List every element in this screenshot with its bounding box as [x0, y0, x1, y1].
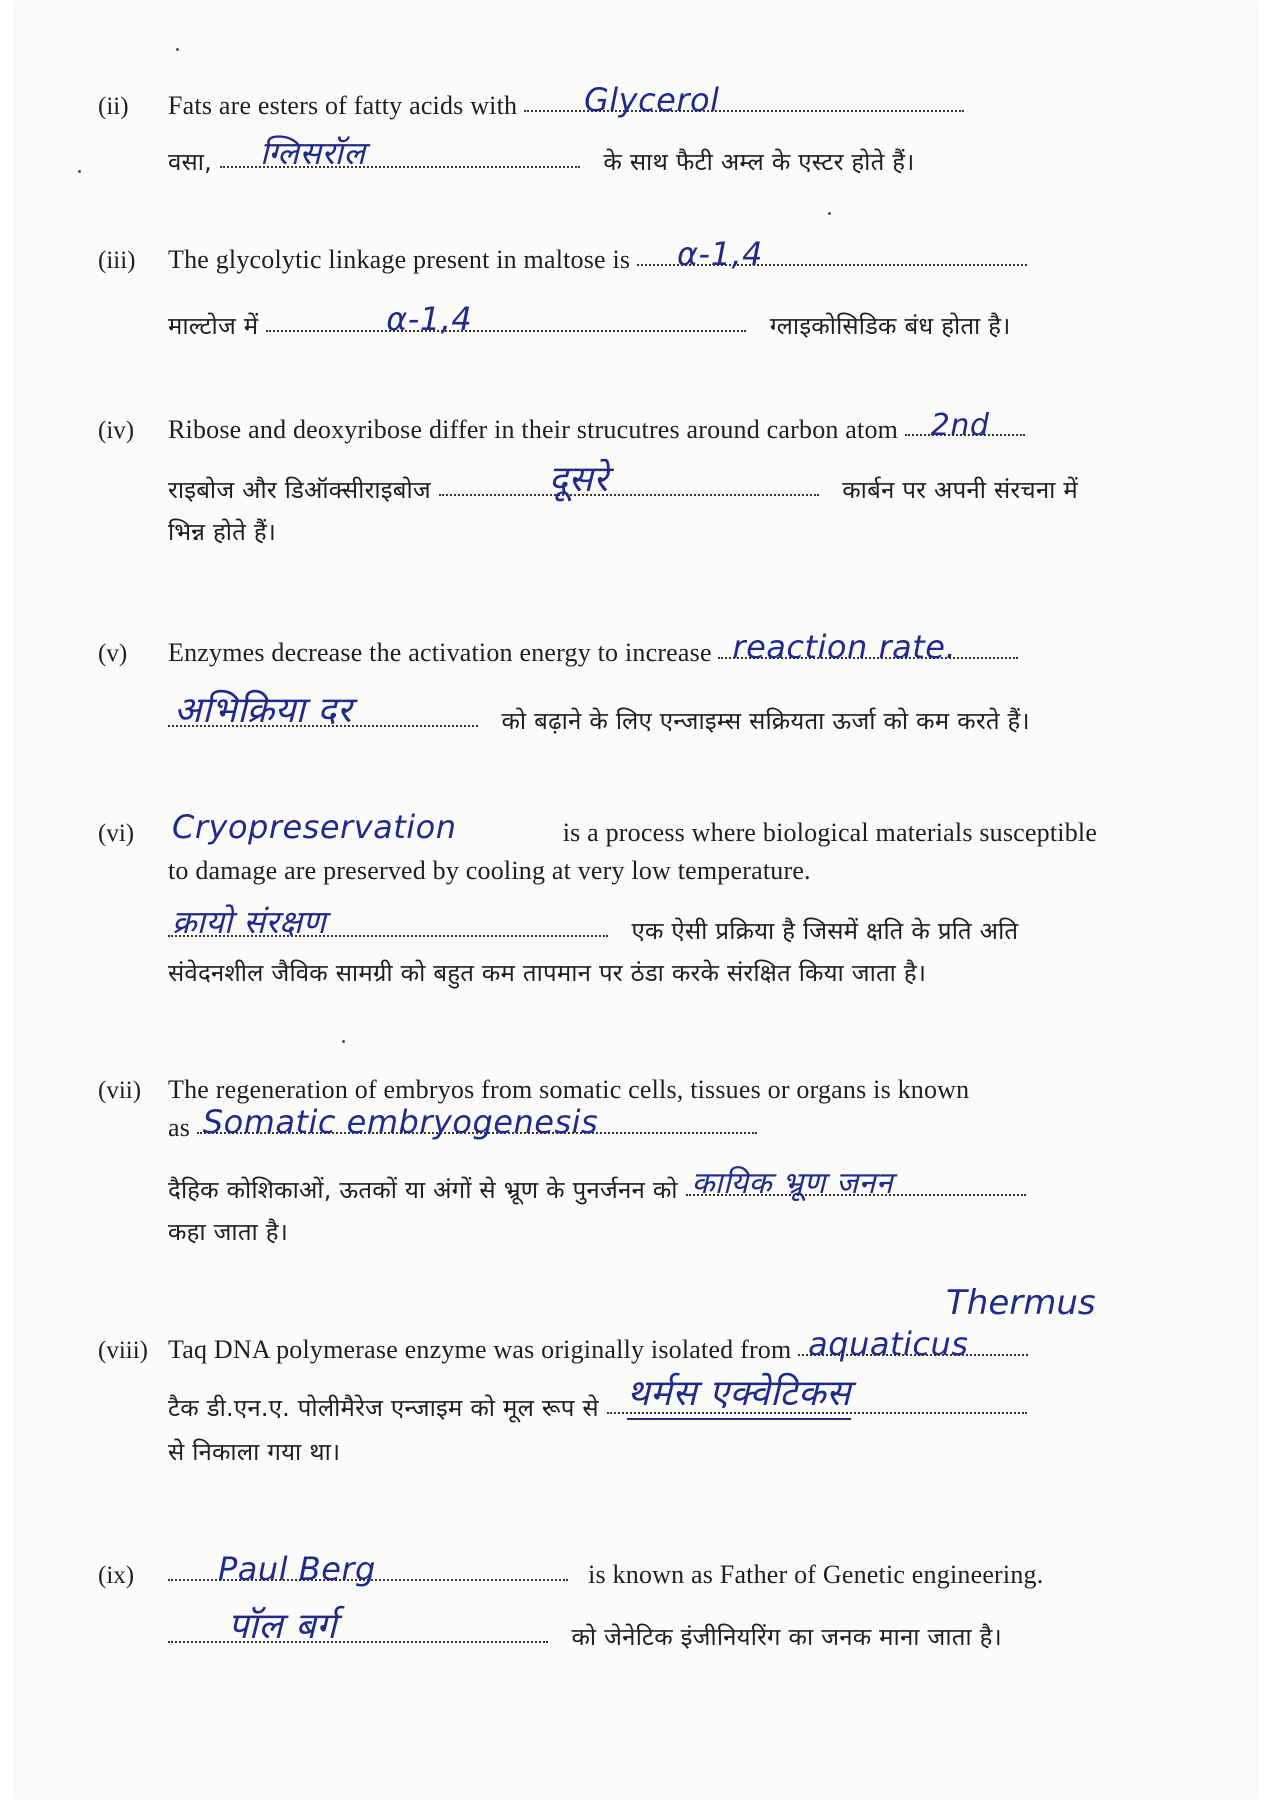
question-number: (ii): [98, 93, 129, 120]
scan-speck: [342, 1040, 345, 1043]
hindi-text: भिन्न होते हैं।: [168, 518, 277, 546]
handwritten-answer: 2nd: [930, 408, 990, 443]
handwritten-answer: Cryopreservation: [172, 808, 457, 846]
hindi-line: [168, 1606, 1002, 1653]
answer-blank: [168, 903, 608, 945]
hindi-text: से निकाला गया था।: [168, 1438, 341, 1466]
question-number: (vi): [98, 820, 135, 847]
hindi-line: [168, 515, 276, 548]
handwritten-answer: α-1,4: [386, 300, 473, 338]
hindi-text: के साथ फैटी अम्ल के एस्टर होते हैं।: [603, 148, 915, 176]
answer-blank: [607, 1373, 1027, 1422]
handwritten-answer: दूसरे: [548, 459, 609, 500]
english-text: Ribose and deoxyribose differ in their strucutres around carbon atom: [168, 415, 899, 444]
answer-blank: [637, 235, 1027, 275]
hindi-text: एक ऐसी प्रक्रिया है जिसमें क्षति के प्रति अति: [631, 917, 1019, 945]
question-number: (iv): [98, 417, 135, 444]
hindi-text: कहा जाता है।: [168, 1218, 289, 1246]
handwritten-answer: Somatic embryogenesis: [202, 1103, 599, 1141]
hindi-line: [168, 903, 1019, 947]
handwritten-answer-top: Thermus: [946, 1283, 1096, 1323]
english-line: [168, 1103, 757, 1143]
scan-speck: [176, 48, 179, 51]
hindi-line: [168, 1215, 288, 1248]
hindi-text: राइबोज और डिऑक्सीराइबोज: [168, 476, 431, 504]
hindi-line: [168, 459, 1078, 506]
english-text: Enzymes decrease the activation energy to increase: [168, 638, 712, 667]
hindi-text: को बढ़ाने के लिए एन्जाइम्स सक्रियता ऊर्जा को कम करते हैं।: [501, 707, 1030, 735]
handwritten-answer: Paul Berg: [218, 1550, 376, 1588]
hindi-text: माल्टोज में: [168, 312, 259, 340]
hindi-text: टैक डी.एन.ए. पोलीमैरेज एन्जाइम को मूल रूप से: [168, 1394, 599, 1422]
handwritten-answer: ग्लिसरॉल: [259, 134, 366, 172]
english-line: [168, 628, 1018, 668]
english-text: Taq DNA polymerase enzyme was originally isolated from: [168, 1335, 792, 1364]
answer-blank: [798, 1325, 1028, 1365]
worksheet-page: [16, 0, 1256, 1800]
answer-blank: [168, 808, 556, 848]
english-line: [168, 808, 1098, 848]
english-text: The regeneration of embryos from somatic cells, tissues or organs is known: [168, 1075, 970, 1104]
answer-blank: [266, 300, 746, 340]
answer-blank: [168, 1606, 548, 1651]
english-text: The glycolytic linkage present in maltose is: [168, 245, 631, 274]
english-text: as: [168, 1113, 191, 1142]
answer-blank: [905, 408, 1025, 445]
handwritten-answer: थर्मस एक्वेटिकस: [627, 1367, 851, 1420]
hindi-text: को जेनेटिक इंजीनियरिंग का जनक माना जाता है।: [571, 1623, 1002, 1651]
answer-blank: [439, 459, 819, 504]
hindi-text: दैहिक कोशिकाओं, ऊतकों या अंगों से भ्रूण के पुनर्जनन को: [168, 1176, 678, 1204]
hindi-line: [168, 956, 926, 989]
hindi-line: [168, 1166, 1026, 1206]
hindi-line: [168, 134, 915, 178]
english-text: Fats are esters of fatty acids with: [168, 91, 518, 120]
scan-speck: [78, 170, 81, 173]
handwritten-answer: पॉल बर्ग: [228, 1606, 337, 1647]
english-line: [168, 1550, 1044, 1590]
question-number: (vii): [98, 1077, 142, 1104]
handwritten-answer: अभिक्रिया दर: [174, 690, 353, 731]
english-line: [168, 408, 1025, 445]
answer-blank: [168, 1550, 568, 1590]
answer-blank: [197, 1103, 757, 1143]
english-text: is known as Father of Genetic engineering.: [588, 1560, 1044, 1589]
answer-blank: [524, 81, 964, 121]
answer-blank: [718, 628, 1018, 668]
handwritten-answer: aquaticus: [808, 1325, 969, 1363]
english-line: [168, 235, 1027, 275]
hindi-text: संवेदनशील जैविक सामग्री को बहुत कम तापमान पर ठंडा करके संरक्षित किया जाता है।: [168, 959, 927, 987]
answer-blank: [686, 1166, 1026, 1204]
handwritten-answer: reaction rate.: [732, 628, 957, 666]
hindi-text: कार्बन पर अपनी संरचना में: [842, 476, 1078, 504]
handwritten-answer: क्रायो संरक्षण: [172, 903, 327, 941]
english-line: [168, 1075, 969, 1105]
hindi-line: [168, 1373, 1027, 1424]
english-line: [168, 81, 964, 121]
hindi-line: [168, 1435, 340, 1468]
question-number: (viii): [98, 1337, 148, 1364]
hindi-line: [168, 690, 1030, 737]
answer-blank: [168, 690, 478, 735]
english-line: [168, 1325, 1028, 1365]
answer-blank: [220, 134, 580, 176]
hindi-text: ग्लाइकोसिडिक बंध होता है।: [769, 312, 1011, 340]
scan-speck: [828, 212, 831, 215]
english-text: to damage are preserved by cooling at very low temperature.: [168, 856, 811, 885]
english-text: is a process where biological materials susceptible: [562, 818, 1098, 847]
handwritten-answer: Glycerol: [583, 81, 720, 119]
hindi-line: [168, 300, 1011, 342]
english-line: [168, 856, 811, 886]
question-number: (ix): [98, 1562, 135, 1589]
handwritten-answer: कायिक भ्रूण जनन: [691, 1166, 893, 1201]
hindi-text: वसा,: [168, 148, 213, 176]
handwritten-answer: α-1,4: [676, 235, 763, 273]
question-number: (iii): [98, 247, 136, 274]
question-number: (v): [98, 640, 128, 667]
